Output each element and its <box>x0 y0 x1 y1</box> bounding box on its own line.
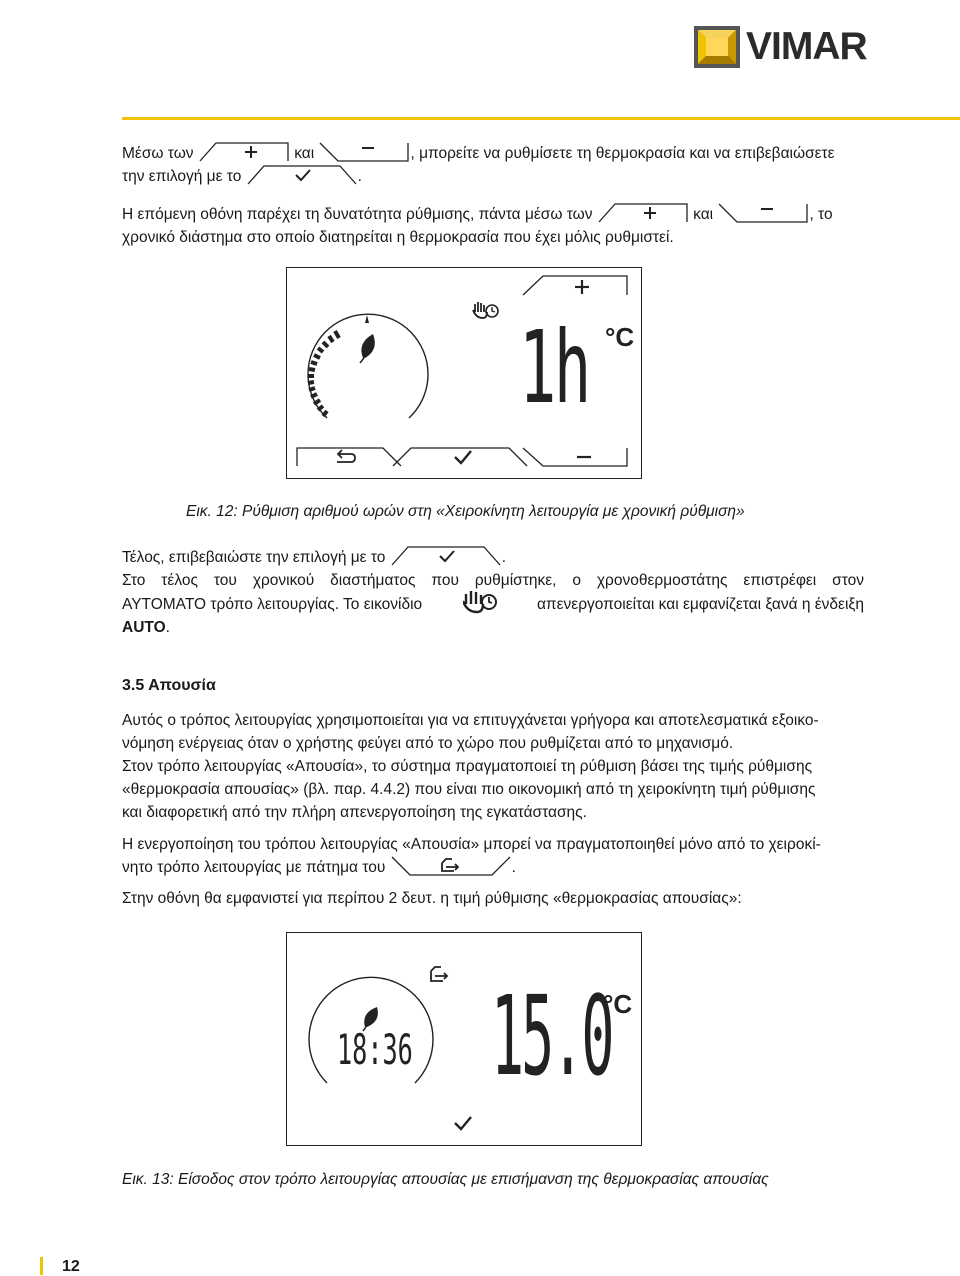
section-title: Απουσία <box>148 677 216 694</box>
section-heading <box>122 677 216 695</box>
clock-display: 18:36 <box>337 1025 413 1074</box>
temperature-unit: °C <box>603 989 633 1019</box>
text: . <box>357 168 362 185</box>
temperature-dial <box>308 314 428 418</box>
plus-button-icon <box>198 141 290 163</box>
section-number: 3.5 <box>122 677 145 694</box>
away-icon <box>431 967 447 981</box>
thermostat-display-fig13 <box>286 932 642 1146</box>
minus-button-icon <box>318 141 410 163</box>
text: Η ενεργοποίηση του τρόπου λειτουργίας «Απουσία» μπορεί να πραγματοποιηθεί μόνο από το χειροκί- <box>122 836 821 853</box>
minus-softkey-icon <box>523 448 627 466</box>
text: χρονικό διάστημα στο οποίο διατηρείται η θερμοκρασία που έχει μόλις ρυθμιστεί. <box>122 229 674 246</box>
text: και <box>693 206 714 223</box>
manual-hand-icon <box>473 302 498 318</box>
paragraph-adjust-temperature <box>122 142 864 188</box>
text: Στο τέλος του χρονικού διαστήματος που ρυθμίστηκε, ο χρονοθερμοστάτης επιστρέφει στον <box>122 572 864 589</box>
thermostat-display-fig12 <box>286 267 642 479</box>
vimar-logo <box>694 25 867 68</box>
manual-hand-icon <box>463 590 497 614</box>
text: . <box>165 619 170 636</box>
vimar-logo-mark <box>694 26 740 68</box>
text: απενεργοποιείται και εμφανίζεται ξανά η ένδειξη <box>536 595 864 613</box>
auto-label: AUTO <box>122 619 166 636</box>
paragraph-confirm <box>122 546 864 639</box>
away-temperature-value: 15.0 <box>491 972 612 1100</box>
paragraph-duration <box>122 203 864 249</box>
check-button-icon <box>390 545 502 567</box>
text: «θερμοκρασία απουσίας» (βλ. παρ. 4.4.2) που είναι πιο οικονομική από τη χειροκίνητη τιμή ρύθμισης <box>122 781 816 798</box>
header-rule <box>122 117 960 120</box>
figure-12-caption: Εικ. 12: Ρύθμιση αριθμού ωρών στη «Χειροκίνητη λειτουργία με χρονική ρύθμιση» <box>186 503 745 520</box>
check-button-icon <box>246 164 358 186</box>
minus-button-icon <box>717 202 809 224</box>
paragraph-display-info: Στην οθόνη θα εμφανιστεί για περίπου 2 δευτ. η τιμή ρύθμισης «θερμοκρασίας απουσίας»: <box>122 890 742 907</box>
duration-value: 1h <box>519 309 589 426</box>
text: Τέλος, επιβεβαιώστε την επιλογή με το <box>122 549 386 566</box>
figure-13-caption: Εικ. 13: Είσοδος στον τρόπο λειτουργίας απουσίας με επισήμανση της θερμοκρασίας απουσίας <box>122 1171 769 1188</box>
text: Στον τρόπο λειτουργίας «Απουσία», το σύστημα πραγματοποιεί τη ρύθμιση βάσει της τιμής ρύθμισης <box>122 758 813 775</box>
text: νητο τρόπο λειτουργίας με πάτημα του <box>122 859 386 876</box>
text: και διαφορετική από την πλήρη απενεργοποίηση της εγκατάστασης. <box>122 804 587 821</box>
footer-accent-bar <box>40 1257 43 1275</box>
check-icon <box>455 1117 471 1129</box>
back-softkey-icon <box>297 448 401 466</box>
text: , το <box>809 206 833 223</box>
temperature-unit: °C <box>605 322 635 352</box>
check-softkey-icon <box>393 448 527 466</box>
text: την επιλογή με το <box>122 168 242 185</box>
text: , μπορείτε να ρυθμίσετε τη θερμοκρασία και να επιβεβαιώσετε <box>410 145 835 162</box>
text: . <box>501 549 507 566</box>
brand-name: VIMAR <box>746 25 867 68</box>
text: Η επόμενη οθόνη παρέχει τη δυνατότητα ρύθμισης, πάντα μέσω των <box>122 206 593 223</box>
paragraph-away-activation <box>122 833 864 879</box>
text: Αυτός ο τρόπος λειτουργίας χρησιμοποιείται για να επιτυγχάνεται γρήγορα και αποτελεσματικά εξοικο- <box>122 712 819 729</box>
text: νόμηση ενέργειας όταν ο χρήστης φεύγει από το χώρο που ρυθμίζεται από το μηχανισμό. <box>122 735 734 752</box>
paragraph-away-description <box>122 709 864 824</box>
plus-softkey-icon <box>523 276 627 295</box>
text: και <box>294 145 315 162</box>
plus-button-icon <box>597 202 689 224</box>
text: ΑΥΤΟΜΑΤΟ τρόπο λειτουργίας. Το εικονίδιο <box>122 595 423 613</box>
away-button-icon <box>390 855 512 877</box>
dial-segments <box>308 331 339 416</box>
text: Μέσω των <box>122 145 194 162</box>
page-number: 12 <box>62 1258 80 1275</box>
text: . <box>511 859 516 876</box>
